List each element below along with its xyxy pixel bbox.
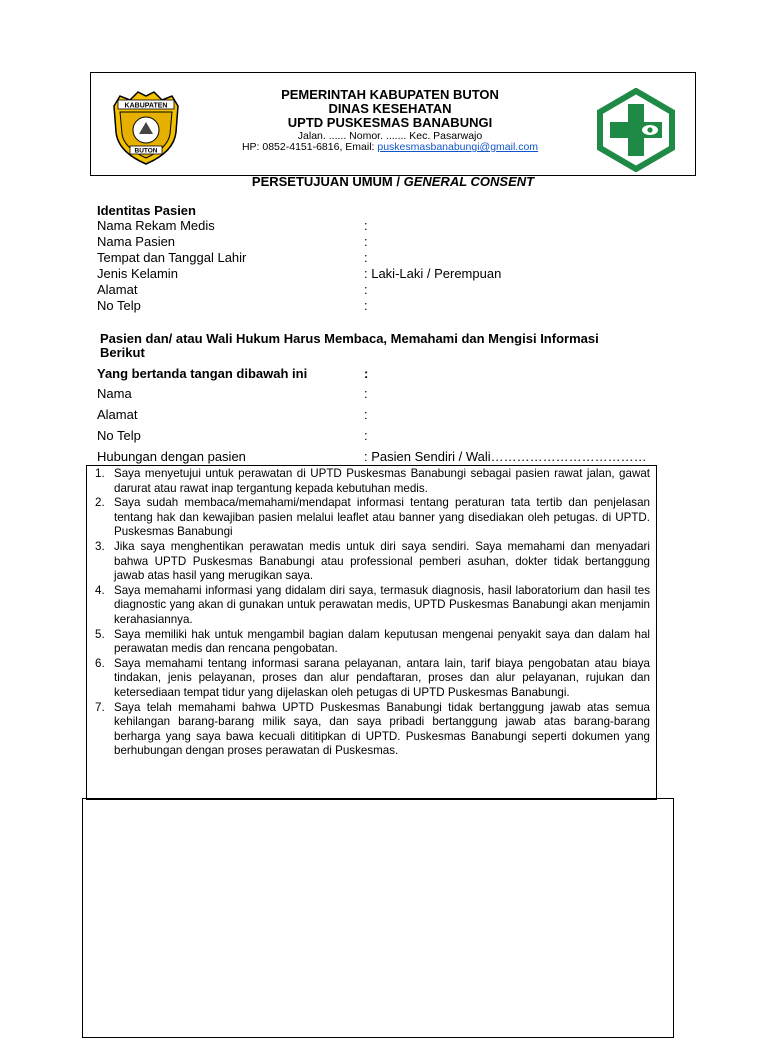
title-italic: GENERAL CONSENT: [403, 174, 535, 189]
field-value-no-telp[interactable]: :: [364, 298, 368, 313]
government-name: PEMERINTAH KABUPATEN BUTON: [281, 87, 499, 102]
signature-area[interactable]: [82, 798, 674, 1038]
instruction-line-2: Berikut: [100, 345, 145, 360]
consent-item-text: Saya memahami informasi yang didalam diri saya, termasuk diagnosis, hasil laboratorium dan hasil tes diagnostic yang akan di gunakan untuk perawatan medis, UPTD Puskesmas Banabungi akan menjamin kerahasiannya.: [114, 583, 650, 626]
contact-phone: HP: 0852-4151-6816, Email:: [241, 141, 378, 153]
consent-item-text: Saya memiliki hak untuk mengambil bagian dalam keputusan mengenai penyakit saya dan dalam hal perawatan medis dan rencana pengobatan.: [114, 627, 650, 656]
emblem-top-text: KABUPATEN: [124, 102, 168, 110]
consent-item-text: Saya telah memahami bahwa UPTD Puskesmas Banabungi tidak bertanggung jawab atas semua kehilangan barang-barang milik saya, dan saya pribadi bertanggung jawab atas barang-barang berharga yang saya bawa kecuali dititipkan di UPTD. Puskesmas Banabungi seperti dokumen yang berhubungan dengan proses perawatan di Puskesmas.: [114, 700, 650, 758]
field-label-alamat: Alamat: [97, 282, 138, 297]
document-title: [90, 174, 696, 189]
signer-label-alamat: Alamat: [97, 407, 138, 422]
instruction-line-1: Pasien dan/ atau Wali Hukum Harus Membaca, Memahami dan Mengisi Informasi: [100, 331, 599, 346]
consent-item-number: 1.: [95, 467, 105, 480]
facility-name: UPTD PUSKESMAS BANABUNGI: [287, 115, 493, 130]
field-value-alamat[interactable]: :: [364, 282, 368, 297]
consent-statements-list: [92, 467, 650, 759]
identitas-heading: Identitas Pasien: [97, 203, 196, 218]
consent-item-number: 5.: [95, 627, 105, 641]
field-label-rekam-medis: Nama Rekam Medis: [97, 218, 215, 233]
field-value-jenis-kelamin[interactable]: : Laki-Laki / Perempuan: [364, 266, 502, 281]
signer-heading-colon: :: [364, 366, 369, 381]
facility-address: Jalan. ...... Nomor. ....... Kec. Pasarwajo: [297, 130, 483, 142]
field-label-no-telp: No Telp: [97, 298, 141, 313]
consent-item: [92, 628, 650, 657]
signer-heading: Yang bertanda tangan dibawah ini: [97, 366, 308, 381]
consent-item-number: 3.: [95, 539, 105, 553]
emblem-bottom-text: BUTON: [134, 147, 158, 155]
field-label-jenis-kelamin: Jenis Kelamin: [97, 266, 178, 281]
field-label-ttl: Tempat dan Tanggal Lahir: [97, 250, 247, 265]
consent-item-text: Saya memahami tentang informasi sarana pelayanan, antara lain, tarif biaya pengobatan atau biaya tindakan, jenis pelayanan, proses dan alur pendaftaran, proses dan alur pelayanan, rujukan dan ketersediaan tempat tidur yang dijelaskan oleh petugas di UPTD Puskesmas Banabungi.: [114, 656, 650, 699]
signer-label-hubungan: Hubungan dengan pasien: [97, 449, 246, 464]
signer-value-alamat[interactable]: :: [364, 407, 368, 422]
consent-item-number: 7.: [95, 700, 105, 714]
puskesmas-logo-icon: [594, 88, 678, 172]
signer-value-nama[interactable]: :: [364, 386, 368, 401]
consent-item-number: 4.: [95, 583, 105, 597]
consent-item-text: Saya sudah membaca/memahami/mendapat informasi tentang peraturan tata tertib dan penjelasan tentang hak dan kewajiban pasien melalui leaflet atau banner yang disediakan oleh petugas. di UPTD. Puskesmas Banabungi: [114, 496, 650, 539]
signer-label-no-telp: No Telp: [97, 428, 141, 443]
consent-item-number: 2.: [95, 496, 105, 510]
consent-item: [92, 657, 650, 701]
department-name: DINAS KESEHATAN: [328, 101, 452, 116]
consent-item: [92, 584, 650, 628]
email-link[interactable]: puskesmasbanabungi@gmail.com: [377, 141, 539, 153]
field-value-nama-pasien[interactable]: :: [364, 234, 368, 249]
consent-item: [92, 467, 650, 496]
kabupaten-buton-emblem-icon: [106, 88, 186, 168]
signer-label-nama: Nama: [97, 386, 132, 401]
field-label-nama-pasien: Nama Pasien: [97, 234, 176, 249]
consent-item-number: 6.: [95, 656, 105, 670]
title-main: PERSETUJUAN UMUM /: [251, 174, 404, 189]
facility-contact: [190, 141, 590, 153]
consent-item-text: Saya menyetujui untuk perawatan di UPTD Puskesmas Banabungi sebagai pasien rawat jalan, gawat darurat atau rawat inap tergantung kepada kebutuhan medis.: [114, 467, 650, 495]
signer-value-hubungan[interactable]: : Pasien Sendiri / Wali………………………………: [364, 449, 647, 464]
consent-item: [92, 701, 650, 759]
field-value-rekam-medis[interactable]: :: [364, 218, 368, 233]
consent-item: [92, 496, 650, 540]
consent-item: [92, 540, 650, 584]
signer-value-no-telp[interactable]: :: [364, 428, 368, 443]
field-value-ttl[interactable]: :: [364, 250, 368, 265]
consent-item-text: Jika saya menghentikan perawatan medis untuk diri saya sendiri. Saya memahami dan menyadari bahwa UPTD Puskesmas Banabungi atau professional pemberi asuhan, dokter tidak bertanggung jawab atas hasil yang merugikan saya.: [114, 539, 650, 583]
